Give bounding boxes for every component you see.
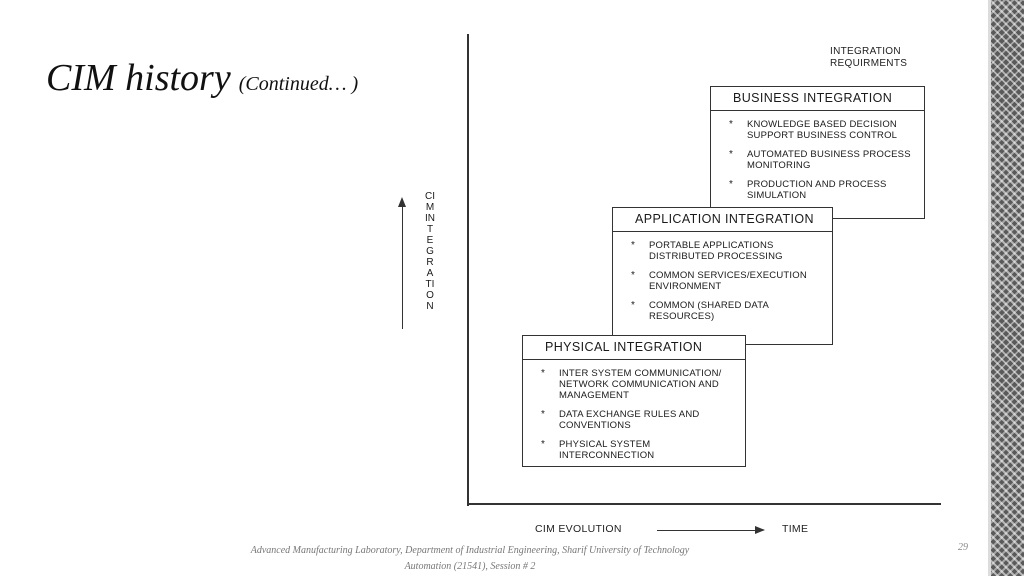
y-arrow-line [402, 205, 403, 329]
title-main: CIM history [46, 57, 231, 99]
bullet-icon: * [541, 368, 546, 379]
bullet-icon: * [631, 270, 636, 281]
y-axis-label: CIM INTEGRATION [425, 191, 435, 312]
footer [200, 543, 740, 575]
requirements-line-2: REQUIRMENTS [830, 58, 908, 69]
integration-requirements-label [830, 46, 907, 70]
box-title: PHYSICAL INTEGRATION [523, 336, 745, 360]
box-items [523, 360, 745, 461]
bullet-icon: * [729, 149, 734, 160]
list-item [729, 149, 918, 171]
footer-line-1: Advanced Manufacturing Laboratory, Department of Industrial Engineering, Sharif University of Technology [250, 545, 690, 556]
item-text: PORTABLE APPLICATIONS DISTRIBUTED PROCESSING [649, 240, 783, 262]
bullet-icon: * [541, 439, 546, 450]
page-number: 29 [958, 542, 968, 553]
title-subtitle: (Continued… ) [238, 73, 359, 95]
bullet-icon: * [631, 240, 636, 251]
x-axis-label-left: CIM EVOLUTION [535, 523, 622, 535]
list-item [541, 439, 739, 461]
bullet-icon: * [631, 300, 636, 311]
footer-line-2: Automation (21541), Session # 2 [404, 561, 536, 572]
box-items [711, 111, 924, 201]
x-axis-label-right: TIME [782, 523, 809, 535]
item-text: PRODUCTION AND PROCESS SIMULATION [747, 179, 887, 201]
requirements-line-1: INTEGRATION [830, 46, 901, 57]
slide-title [46, 56, 358, 100]
item-text: AUTOMATED BUSINESS PROCESS MONITORING [747, 149, 911, 171]
item-text: PHYSICAL SYSTEM INTERCONNECTION [559, 439, 655, 461]
item-text: COMMON SERVICES/EXECUTION ENVIRONMENT [649, 270, 807, 292]
bullet-icon: * [729, 179, 734, 190]
list-item [631, 270, 826, 292]
item-text: COMMON (SHARED DATA RESOURCES) [649, 300, 769, 322]
item-text: INTER SYSTEM COMMUNICATION/ NETWORK COMMUNICATION AND MANAGEMENT [559, 368, 722, 401]
box-items [613, 232, 832, 322]
list-item [541, 368, 739, 401]
box-title: APPLICATION INTEGRATION [613, 208, 832, 232]
box-title: BUSINESS INTEGRATION [711, 87, 924, 111]
item-text: KNOWLEDGE BASED DECISION SUPPORT BUSINESS CONTROL [747, 119, 898, 141]
list-item [541, 409, 739, 431]
list-item [729, 179, 918, 201]
list-item [631, 300, 826, 322]
business-integration-box [710, 86, 925, 219]
bullet-icon: * [729, 119, 734, 130]
physical-integration-box [522, 335, 746, 467]
x-arrow-line [657, 530, 757, 531]
list-item [631, 240, 826, 262]
application-integration-box [612, 207, 833, 345]
bullet-icon: * [541, 409, 546, 420]
decorative-border [988, 0, 1024, 576]
item-text: DATA EXCHANGE RULES AND CONVENTIONS [559, 409, 700, 431]
vertical-axis [467, 34, 469, 506]
list-item [729, 119, 918, 141]
horizontal-axis [467, 503, 941, 505]
arrow-right-icon [755, 526, 765, 534]
